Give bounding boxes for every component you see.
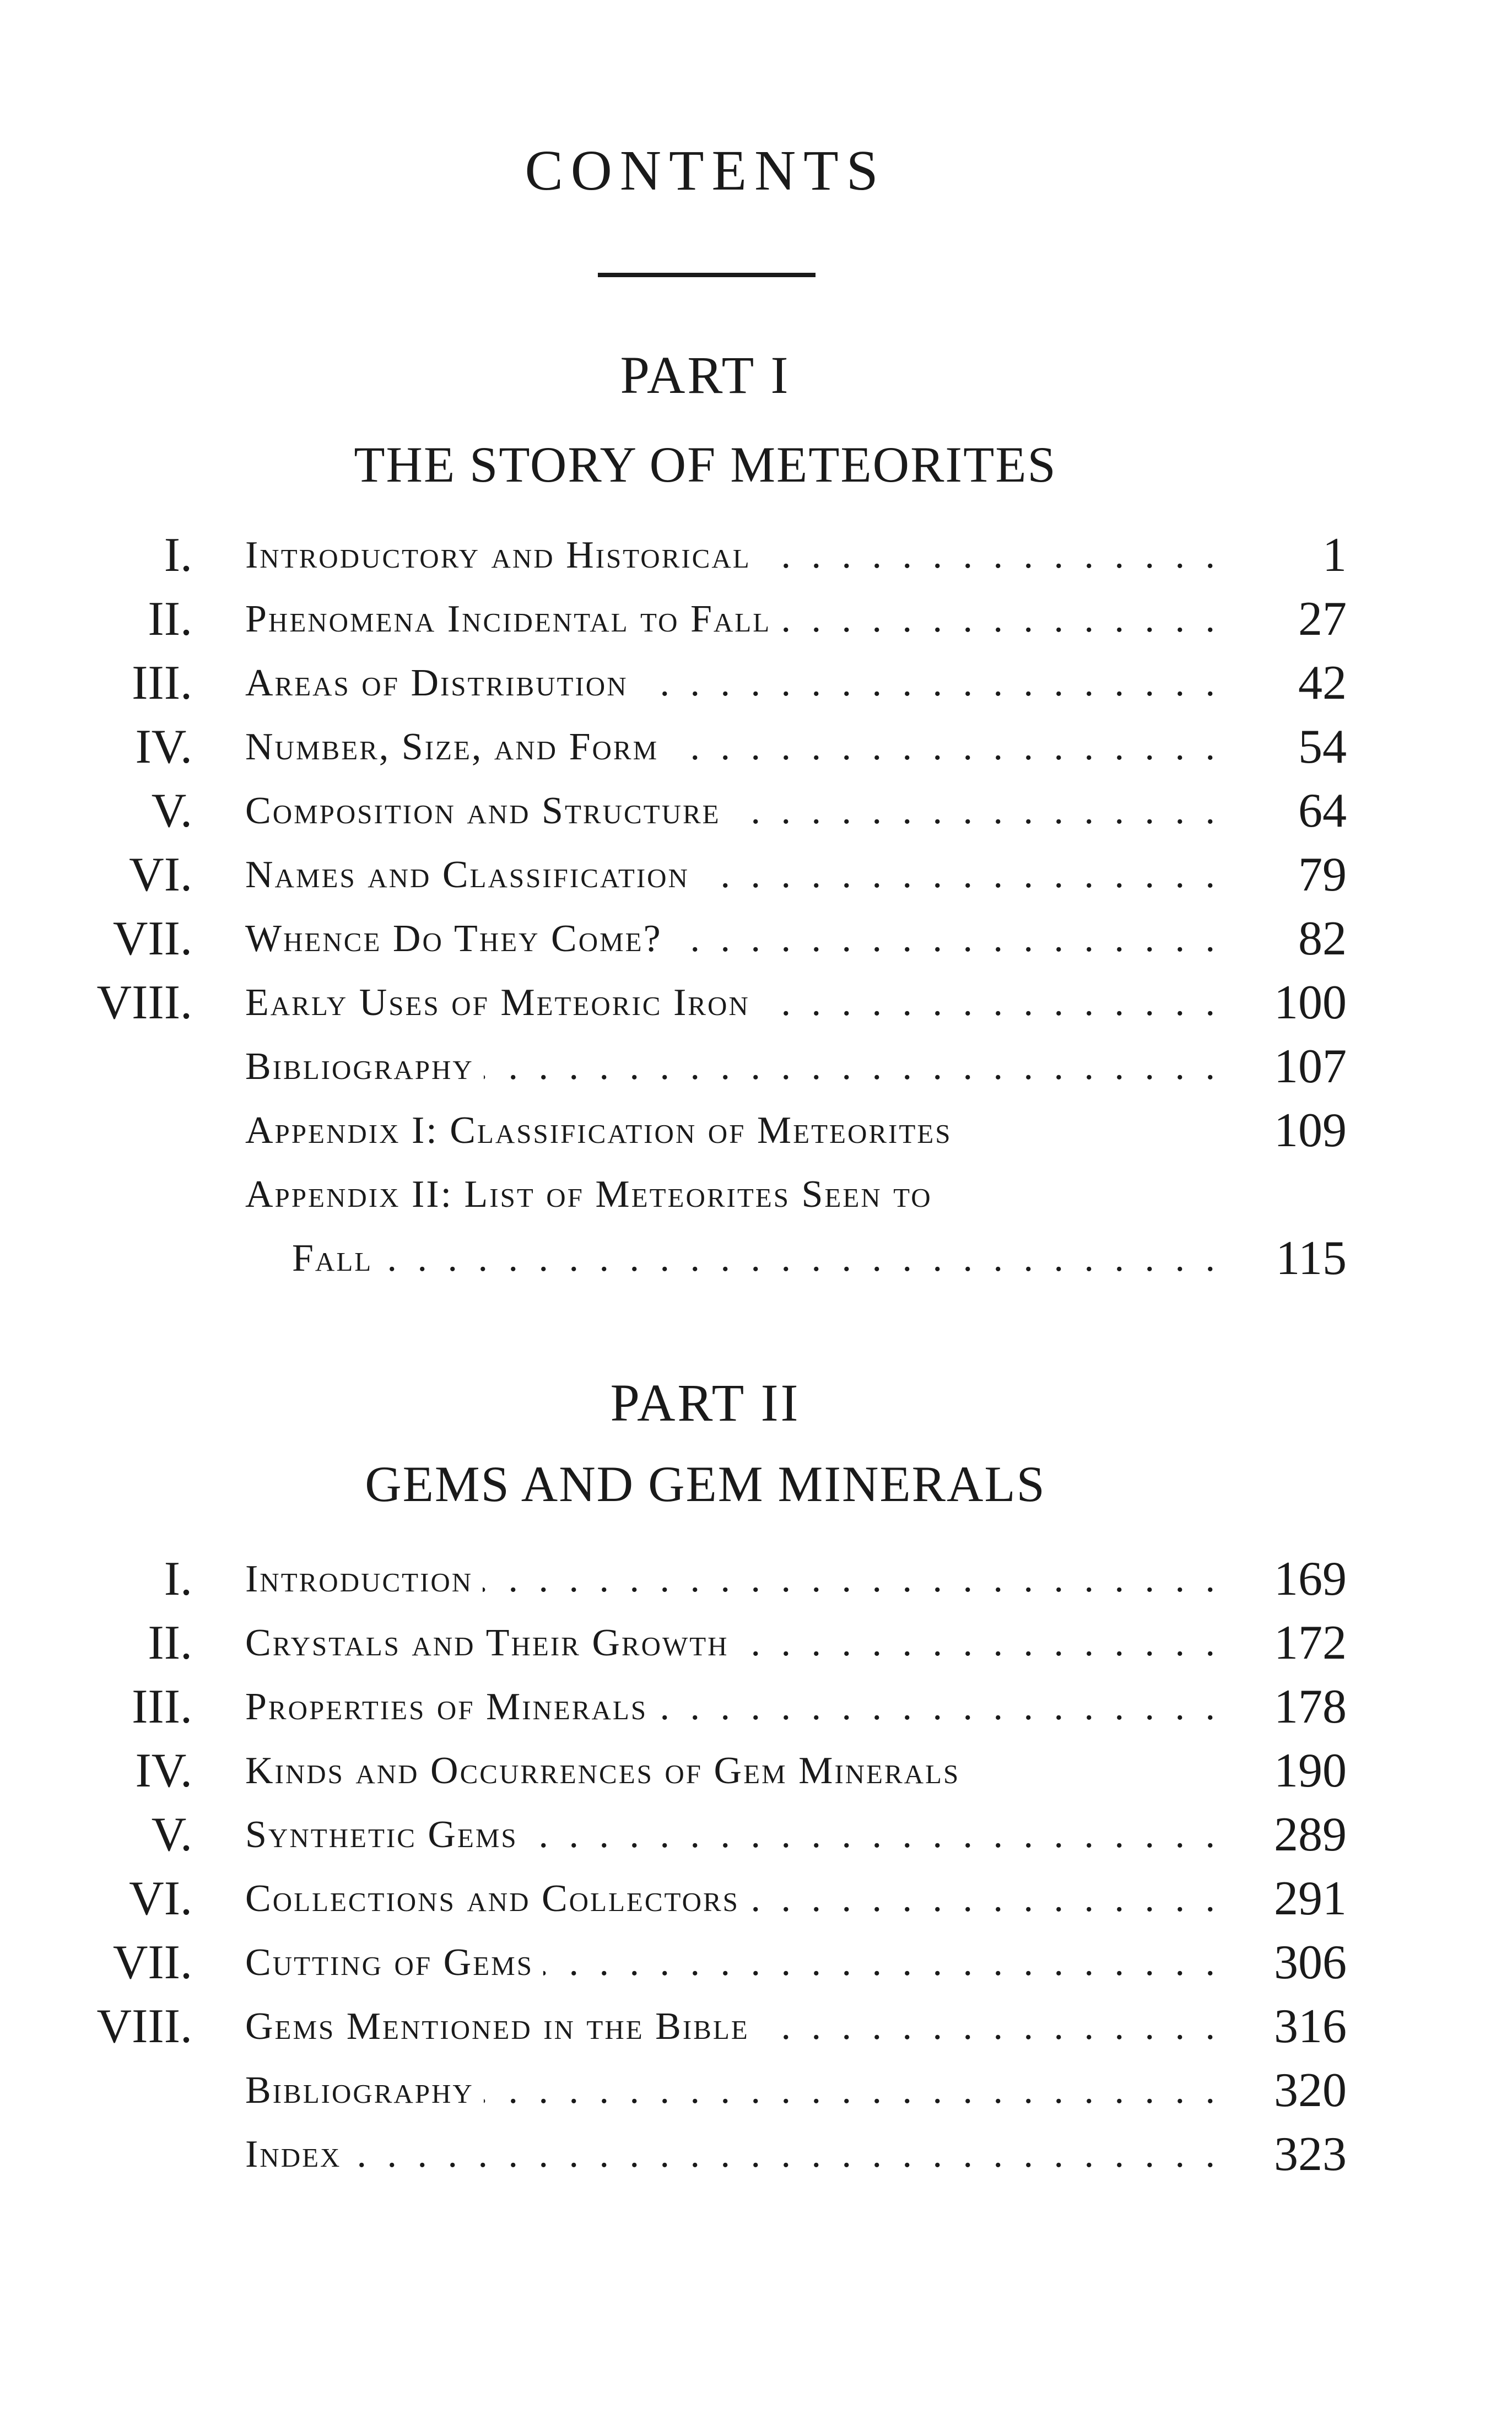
- chapter-title: Composition and Structure . . .: [245, 779, 1221, 843]
- chapter-title: Crystals and Their Growth . . .: [245, 1611, 1221, 1675]
- chapter-number: IV.: [135, 1744, 192, 1798]
- page-number: 82: [1298, 912, 1347, 965]
- chapter-number: I.: [164, 528, 192, 582]
- chapter-number: VIII.: [96, 2000, 192, 2053]
- toc-row: [0, 1675, 1512, 1739]
- page-number: 178: [1274, 1680, 1347, 1734]
- chapter-title: Early Uses of Meteoric Iron . . .: [245, 971, 1221, 1035]
- chapter-title: Whence Do They Come? . . .: [245, 907, 1221, 971]
- chapter-title: Bibliography . . .: [245, 1035, 1221, 1099]
- page-number: 169: [1274, 1552, 1347, 1606]
- page-number: 42: [1298, 656, 1347, 710]
- title-rule-divider: [598, 273, 816, 277]
- chapter-number: VI.: [129, 848, 192, 902]
- chapter-number: VII.: [112, 1936, 192, 1989]
- toc-row: [0, 523, 1512, 587]
- chapter-title: Introductory and Historical . . .: [245, 523, 1221, 587]
- toc-row: [0, 1803, 1512, 1867]
- chapter-title: Index . . .: [245, 2123, 1221, 2187]
- toc-row: [0, 715, 1512, 779]
- page-number: 64: [1298, 784, 1347, 838]
- page-number: 316: [1274, 2000, 1347, 2053]
- page-number: 109: [1274, 1104, 1347, 1157]
- chapter-title: Cutting of Gems . . .: [245, 1931, 1221, 1995]
- page-title: CONTENTS: [525, 139, 886, 202]
- chapter-title: Areas of Distribution . . .: [245, 651, 1221, 715]
- toc-row: [0, 1099, 1512, 1163]
- page-number: 190: [1274, 1744, 1347, 1798]
- chapter-title: Introduction . . .: [245, 1547, 1221, 1611]
- page-number: 289: [1274, 1808, 1347, 1861]
- part-2-title: GEMS AND GEM MINERALS: [365, 1456, 1046, 1512]
- toc-row: [0, 651, 1512, 715]
- page-number: 100: [1274, 976, 1347, 1029]
- chapter-number: VIII.: [96, 976, 192, 1029]
- chapter-title: Fall . . .: [292, 1227, 1221, 1291]
- chapter-number: II.: [148, 1616, 192, 1670]
- chapter-number: III.: [132, 656, 192, 710]
- page-number: 79: [1298, 848, 1347, 902]
- page-number: 172: [1274, 1616, 1347, 1670]
- chapter-number: V.: [151, 784, 192, 838]
- part-1-title: THE STORY OF METEORITES: [354, 436, 1057, 493]
- chapter-number: I.: [164, 1552, 192, 1606]
- toc-row: [0, 2123, 1512, 2187]
- chapter-title: Appendix I: Classification of Meteorites: [245, 1099, 1221, 1163]
- chapter-title: Number, Size, and Form . . .: [245, 715, 1221, 779]
- toc-row: [0, 1611, 1512, 1675]
- toc-row: [0, 971, 1512, 1035]
- chapter-title: Synthetic Gems . . .: [245, 1803, 1221, 1867]
- toc-row: [0, 1035, 1512, 1099]
- chapter-number: IV.: [135, 720, 192, 774]
- chapter-number: III.: [132, 1680, 192, 1734]
- page-number: 323: [1274, 2128, 1347, 2181]
- part-1-label: PART I: [620, 346, 791, 404]
- toc-row: [0, 907, 1512, 971]
- chapter-number: VII.: [112, 912, 192, 965]
- part-2-label: PART II: [610, 1373, 801, 1432]
- toc-row: [0, 2059, 1512, 2123]
- toc-row: [0, 1995, 1512, 2059]
- chapter-title: Appendix II: List of Meteorites Seen to: [245, 1163, 1221, 1227]
- toc-row: [0, 1739, 1512, 1803]
- chapter-title: Bibliography . . .: [245, 2059, 1221, 2123]
- toc-row: [0, 779, 1512, 843]
- page-number: 27: [1298, 592, 1347, 646]
- toc-row: [0, 843, 1512, 907]
- chapter-number: II.: [148, 592, 192, 646]
- toc-row: [0, 1867, 1512, 1931]
- chapter-title: Kinds and Occurrences of Gem Minerals: [245, 1739, 1221, 1803]
- page-number: 115: [1276, 1232, 1347, 1285]
- toc-row: [0, 1163, 1512, 1227]
- page-number: 1: [1322, 528, 1347, 582]
- page-number: 107: [1274, 1040, 1347, 1093]
- page-number: 291: [1274, 1872, 1347, 1925]
- chapter-title: Properties of Minerals . . .: [245, 1675, 1221, 1739]
- toc-row: [0, 1931, 1512, 1995]
- page-number: 306: [1274, 1936, 1347, 1989]
- page-number: 54: [1298, 720, 1347, 774]
- chapter-title: Gems Mentioned in the Bible . . .: [245, 1995, 1221, 2059]
- toc-row: [0, 1547, 1512, 1611]
- chapter-number: V.: [151, 1808, 192, 1861]
- toc-row: [0, 587, 1512, 651]
- chapter-title: Collections and Collectors . . .: [245, 1867, 1221, 1931]
- chapter-title: Phenomena Incidental to Fall . . .: [245, 587, 1221, 651]
- toc-row: [0, 1227, 1512, 1291]
- chapter-number: VI.: [129, 1872, 192, 1925]
- page-number: 320: [1274, 2064, 1347, 2117]
- chapter-title: Names and Classification . . .: [245, 843, 1221, 907]
